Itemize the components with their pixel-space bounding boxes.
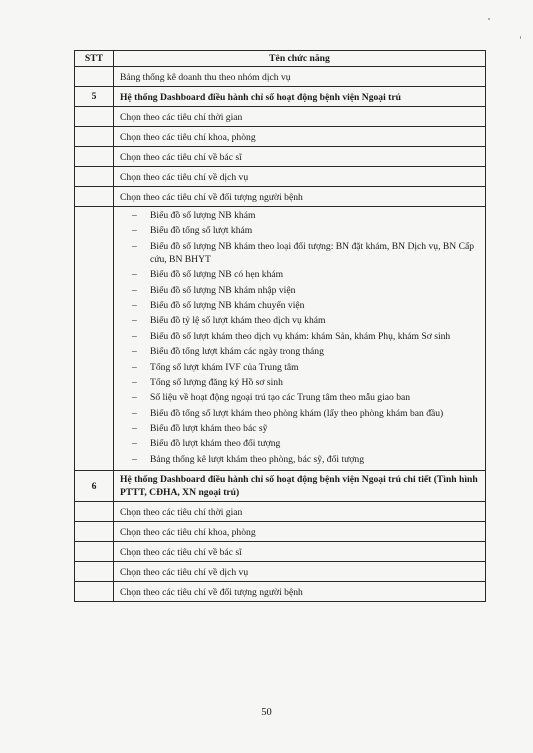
list-item: – Biểu đồ tỷ lệ số lượt khám theo dịch vụ khám [132, 314, 479, 327]
function-text: Chọn theo các tiêu chí về bác sĩ [120, 152, 242, 163]
scan-speck [520, 36, 521, 39]
table-row [75, 127, 486, 147]
section-row-5 [75, 87, 486, 107]
list-item: – Biểu đồ số lượng NB khám [132, 209, 479, 222]
list-item: – Biểu đồ số lượng NB có hẹn khám [132, 268, 479, 281]
stt-cell [75, 127, 114, 147]
stt-cell [75, 502, 114, 522]
table-row [75, 542, 486, 562]
table-row [75, 562, 486, 582]
list-item: – Tổng số lượt khám IVF của Trung tâm [132, 361, 479, 374]
function-cell [114, 542, 486, 562]
table-row [75, 167, 486, 187]
function-cell [114, 582, 486, 602]
function-text: Chọn theo các tiêu chí thời gian [120, 507, 243, 519]
list-item: – Biểu đồ số lượt khám theo dịch vụ khám: khám Sản, khám Phụ, khám Sơ sinh [132, 330, 479, 343]
section-row-6 [75, 471, 486, 502]
function-table [74, 50, 486, 602]
list-item: – Biểu đồ số lượng NB khám chuyển viện [132, 299, 479, 312]
list-item: – Biểu đồ tổng số lượt khám theo phòng khám (lấy theo phòng khám ban đầu) [132, 407, 479, 420]
function-cell [114, 522, 486, 542]
list-item: – Biểu đồ lượt khám theo đối tượng [132, 437, 479, 450]
function-cell [114, 147, 486, 167]
table-row [75, 107, 486, 127]
function-text: Chọn theo các tiêu chí về dịch vụ [120, 567, 249, 579]
list-item: – Biểu đồ tổng số lượt khám [132, 224, 479, 237]
page-number: 50 [261, 707, 272, 718]
stt-cell [75, 582, 114, 602]
stt-cell [75, 522, 114, 542]
stt-cell [75, 207, 114, 471]
stt-cell [75, 147, 114, 167]
list-item: – Tổng số lượng đăng ký Hồ sơ sinh [132, 376, 479, 389]
function-cell [114, 127, 486, 147]
table-row [75, 147, 486, 167]
stt-cell [75, 562, 114, 582]
list-item: – Biểu đồ số lượng NB khám nhập viện [132, 284, 479, 297]
function-cell [114, 107, 486, 127]
table-header-row [75, 51, 486, 67]
function-text: Chọn theo các tiêu chí về dịch vụ [120, 172, 249, 183]
list-item: – Bảng thống kê lượt khám theo phòng, bác sỹ, đối tượng [132, 453, 479, 466]
stt-cell [75, 187, 114, 207]
section-title: Hệ thống Dashboard điều hành chỉ số hoạt động bệnh viện Ngoại trú [120, 92, 401, 103]
table-row [75, 67, 486, 87]
table-row [75, 207, 486, 471]
function-cell [114, 167, 486, 187]
chart-list-cell [114, 207, 486, 471]
list-item: – Biểu đồ lượt khám theo bác sỹ [132, 422, 479, 435]
section-title-cell [114, 471, 486, 502]
function-cell [114, 67, 486, 87]
section-title: Hệ thống Dashboard điều hành chỉ số hoạt động bệnh viện Ngoại trú chi tiết (Tình hình PTTT, CĐHA, XN ngoại trú) [120, 474, 478, 499]
function-text: Chọn theo các tiêu chí về đối tượng người bệnh [120, 587, 303, 599]
stt-cell [75, 67, 114, 87]
section-number: 6 [75, 471, 114, 502]
stt-cell [75, 167, 114, 187]
list-item: – Biểu đồ số lượng NB khám theo loại đối tượng: BN đặt khám, BN Dịch vụ, BN Cấp cứu, BN BHYT [132, 240, 479, 266]
function-cell [114, 187, 486, 207]
function-cell [114, 502, 486, 522]
function-text: Chọn theo các tiêu chí về bác sĩ [120, 547, 242, 559]
function-text: Chọn theo các tiêu chí khoa, phòng [120, 527, 256, 539]
function-cell [114, 562, 486, 582]
chart-list [114, 207, 485, 470]
stt-cell [75, 107, 114, 127]
list-item: – Biểu đồ tổng lượt khám các ngày trong tháng [132, 345, 479, 358]
function-text: Bảng thống kê doanh thu theo nhóm dịch vụ [120, 72, 291, 83]
table-row [75, 502, 486, 522]
function-text: Chọn theo các tiêu chí thời gian [120, 112, 243, 123]
table-row [75, 582, 486, 602]
list-item: – Số liệu về hoạt động ngoại trú tạo các Trung tâm theo mẫu giao ban [132, 391, 479, 404]
function-text: Chọn theo các tiêu chí khoa, phòng [120, 132, 256, 143]
scan-speck [488, 18, 490, 20]
header-stt: STT [75, 51, 114, 67]
table-row [75, 187, 486, 207]
header-function-name: Tên chức năng [114, 51, 486, 67]
function-text: Chọn theo các tiêu chí về đối tượng người bệnh [120, 192, 303, 203]
table-row [75, 522, 486, 542]
section-number: 5 [75, 87, 114, 107]
stt-cell [75, 542, 114, 562]
section-title-cell [114, 87, 486, 107]
